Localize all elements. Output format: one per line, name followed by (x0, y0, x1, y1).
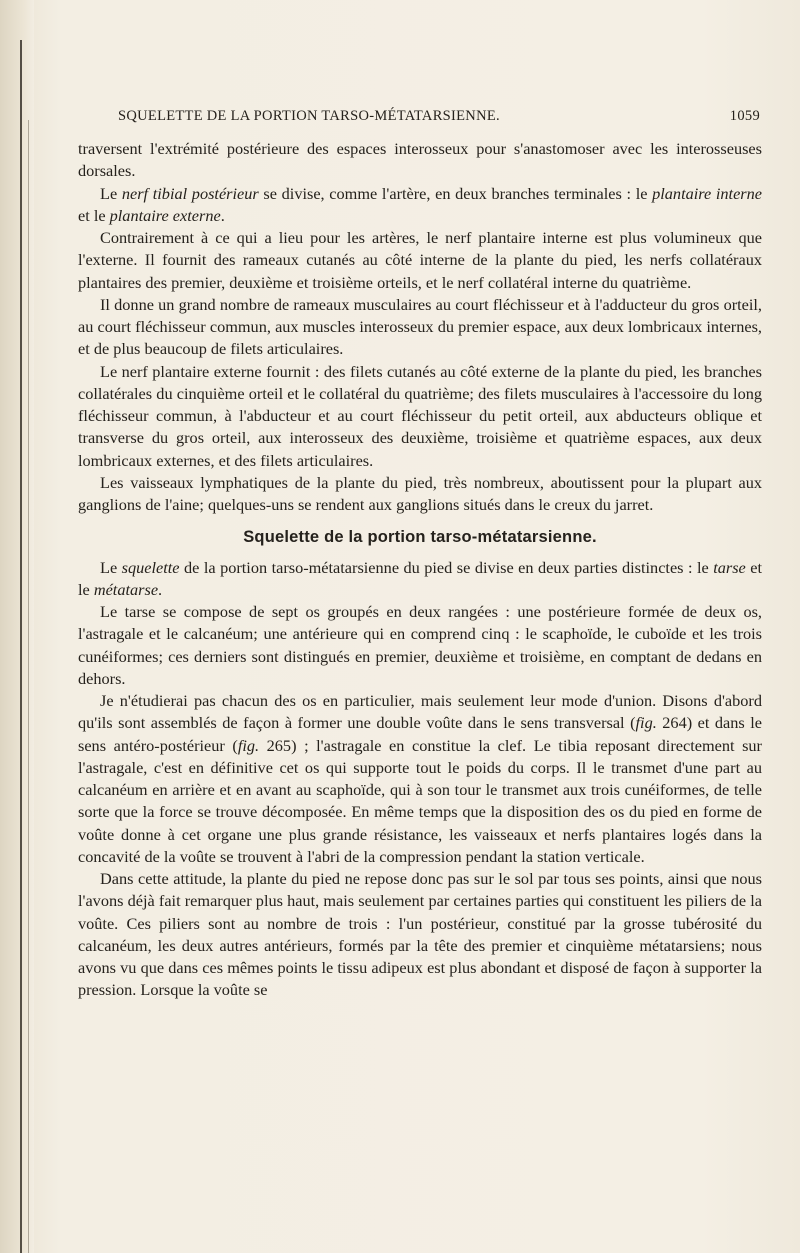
section-paragraph-1 (78, 557, 762, 602)
section-paragraph-3 (78, 690, 762, 868)
binding-edge-line (20, 40, 22, 1253)
section-paragraph-3-text-e: 265) ; l'astragale en constitue la clef. Le tibia reposant directement sur l'astragale, c'est en définitive cet os qui supporte tout le poids du corps. Il le transmet d'une part au calcanéum en arrière et en avant au scaphoïde, qui à son tour le transmet aux trois cunéiformes, de telle sorte que la force se trouve décomposée. En même temps que la disposition des os du pied en forme de voûte donne à cet organe une plus grande résistance, les vaisseaux et nerfs plantaires logés dans la concavité de la voûte se trouvent à l'abri de la compression pendant la station verticale. (78, 735, 762, 866)
body-text (78, 138, 762, 1002)
paragraph-1: traversent l'extrémité postérieure des espaces interosseux pour s'anastomoser avec les interosseuses dorsales. (78, 139, 762, 181)
figure-reference-265: fig. (237, 735, 260, 755)
figure-reference-264: fig. (635, 713, 657, 733)
page-binding (0, 0, 34, 1253)
binding-shadow-line (28, 120, 29, 1253)
section-paragraph-1-text-e: et le (78, 557, 762, 599)
section-paragraph-3-text-a: Je n'étudierai pas chacun des os en particulier, mais seulement leur mode d'union. Disons d'abord qu'ils sont assemblés de façon à former une double voûte dans le sens transversal ( (78, 691, 762, 733)
paragraph-2-text-g: . (220, 205, 225, 225)
term-plantaire-externe: plantaire externe (109, 205, 221, 225)
paragraph-3: Contrairement à ce qui a lieu pour les artères, le nerf plantaire interne est plus volumineux que l'externe. Il fournit des rameaux cutanés au côté interne de la plante du pied, les nerfs collatéraux plantaires des premier, deuxième et troisième orteils, et le nerf collatéral interne du quatrième. (78, 228, 762, 292)
running-title: SQUELETTE DE LA PORTION TARSO-MÉTATARSIENNE. (118, 108, 500, 124)
page-number: 1059 (729, 108, 760, 124)
paragraph-6: Les vaisseaux lymphatiques de la plante du pied, très nombreux, aboutissent pour la plupart aux ganglions de l'aine; quelques-uns se rendent aux ganglions situés dans le creux du jarret. (78, 472, 762, 514)
section-heading: Squelette de la portion tarso-métatarsienne. (243, 528, 597, 547)
section-paragraph-3-text-c: 264) et dans le sens antéro-postérieur ( (78, 713, 763, 755)
section-paragraph-1-text-g: . (158, 579, 163, 599)
section-paragraph-2: Le tarse se compose de sept os groupés en deux rangées : une postérieure formée de deux os, l'astragale et le calcanéum; une antérieure qui en comprend cinq : le scaphoïde, le cuboïde et les trois cunéiformes; ces derniers sont distingués en premier, deuxième et troisième, en comptant de dedans en dehors. (78, 602, 762, 688)
paragraph-2 (78, 183, 762, 228)
paragraph-2-text-c: se divise, comme l'artère, en deux branches terminales : le (258, 183, 653, 203)
term-tarse: tarse (713, 557, 746, 577)
section-paragraph-1-text-a: Le (100, 557, 122, 577)
paragraph-4: Il donne un grand nombre de rameaux musculaires au court fléchisseur et à l'adducteur du gros orteil, au court fléchisseur commun, aux muscles interosseux du premier espace, aux deux lombricaux internes, et de plus beaucoup de filets articulaires. (78, 294, 762, 359)
term-squelette: squelette (121, 557, 180, 577)
term-metatarse: métatarse (93, 579, 159, 599)
term-nerf-tibial-posterieur: nerf tibial postérieur (121, 183, 259, 203)
paragraph-2-text-a: Le (100, 183, 122, 203)
section-paragraph-1-text-c: de la portion tarso-métatarsienne du pied se divise en deux parties distinctes : le (179, 557, 714, 577)
paragraph-2-text-e: et le (78, 205, 110, 225)
paragraph-5: Le nerf plantaire externe fournit : des filets cutanés au côté externe de la plante du pied, les branches collatérales du cinquième orteil et le collatéral du quatrième; des filets musculaires à l'accessoire du long fléchisseur commun, à l'abducteur et au court fléchisseur du petit orteil, aux abducteurs oblique et transverse du gros orteil, aux interosseux des deuxième, troisième et quatrième espaces, aux deux lombricaux externes, et des filets articulaires. (78, 361, 762, 470)
section-paragraph-4: Dans cette attitude, la plante du pied ne repose donc pas sur le sol par tous ses points, ainsi que nous l'avons déjà fait remarquer plus haut, mais seulement par certaines parties qui constituent les piliers de la voûte. Ces piliers sont au nombre de trois : l'un postérieur, constitué par la grosse tubérosité du calcanéum, les deux autres antérieurs, formés par la tête des premier et cinquième métatarsiens; nous avons vu que dans ces mêmes points le tissu adipeux est plus abondant et disposé de façon à supporter la pression. Lorsque la voûte se (78, 869, 762, 1000)
term-plantaire-interne: plantaire interne (652, 183, 763, 203)
